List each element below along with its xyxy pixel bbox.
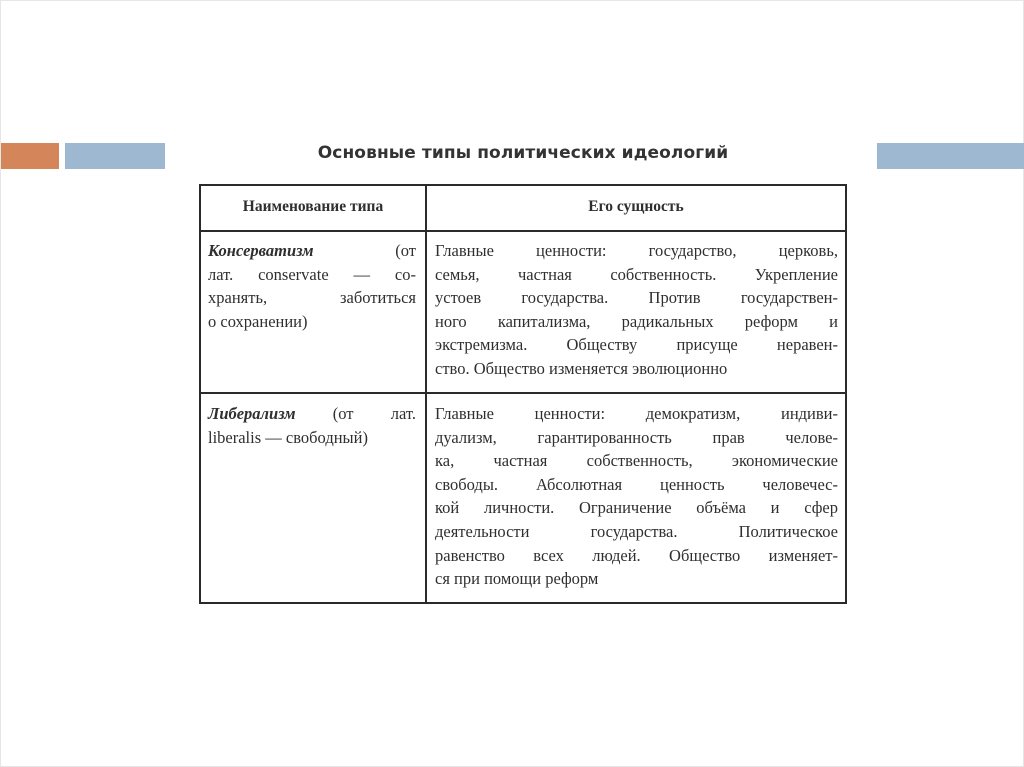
essence-line: ство. Общество изменяется эволюционно: [435, 358, 728, 378]
table-right-border-lower: [845, 230, 847, 604]
essence-line: Главные ценности: демократизм, индиви-: [435, 404, 838, 423]
table-title: Основные типы политических идеологий: [317, 143, 729, 163]
liberalism-essence-cell: [435, 402, 838, 591]
term-liberalism: Либерализм: [208, 404, 296, 423]
ideologies-table: [199, 184, 847, 604]
liberalism-name-cell: [208, 402, 416, 449]
essence-line: семья, частная собственность. Укрепление: [435, 264, 838, 284]
term-conservatism: Консерватизм: [208, 241, 314, 260]
header-type-name: Наименование типа: [242, 198, 384, 215]
table-header-divider: [199, 230, 847, 232]
orange-accent-bar: [1, 143, 59, 169]
conservatism-name-cell: [208, 239, 416, 333]
header-essence: Его сущность: [588, 198, 684, 215]
name-line: хранять, заботиться: [208, 288, 416, 308]
essence-line: ного капитализма, радикальных реформ и: [435, 311, 838, 331]
table-left-border: [199, 184, 201, 604]
essence-line: кой личности. Ограничение объёма и сфер: [435, 498, 838, 518]
name-line: [208, 239, 416, 263]
essence-line: ся при помощи реформ: [435, 569, 599, 589]
table-top-border: [199, 184, 847, 186]
conservatism-essence-cell: [435, 239, 838, 381]
name-fragment: (от: [395, 241, 416, 260]
name-fragment: (от лат.: [332, 404, 416, 423]
name-line: [208, 402, 416, 426]
essence-line: экстремизма. Обществу присуще неравен-: [435, 335, 838, 355]
blue-accent-bar-right: [877, 143, 1024, 169]
essence-line: равенство всех людей. Общество изменяет-: [435, 545, 838, 565]
essence-line: дуализм, гарантированность прав челове-: [435, 427, 838, 447]
table-bottom-border: [199, 602, 847, 604]
blue-accent-bar-left: [65, 143, 165, 169]
name-line: liberalis — свободный): [208, 427, 368, 447]
name-line: лат. conservate — со-: [208, 264, 416, 284]
table-row-divider: [199, 392, 847, 394]
essence-line: устоев государства. Против государствен-: [435, 288, 838, 308]
essence-line: деятельности государства. Политическое: [435, 521, 838, 541]
table-right-border: [845, 184, 847, 230]
table-column-divider: [425, 184, 427, 604]
essence-line: ка, частная собственность, экономические: [435, 451, 838, 471]
name-line: о сохранении): [208, 311, 308, 331]
essence-line: свободы. Абсолютная ценность человечес-: [435, 474, 838, 494]
essence-line: Главные ценности: государство, церковь,: [435, 241, 838, 260]
